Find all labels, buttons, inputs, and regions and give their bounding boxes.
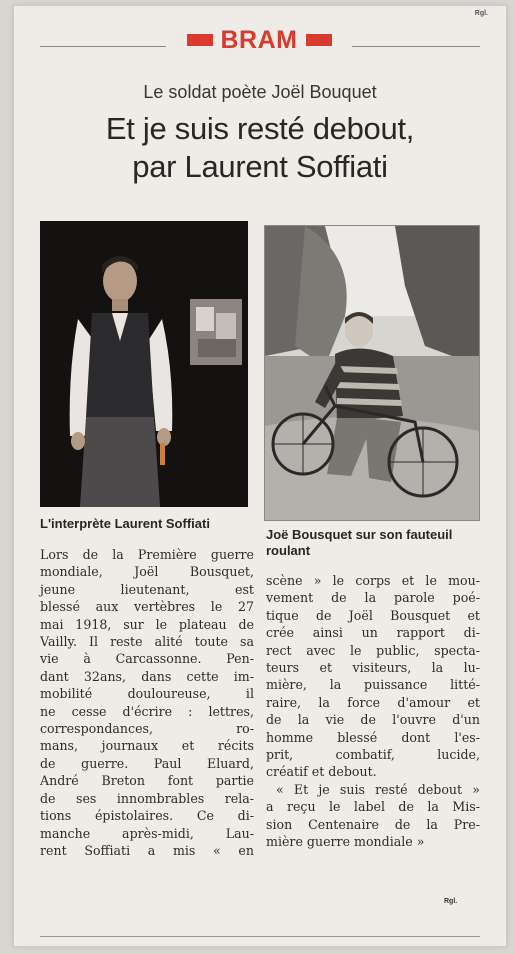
body-line: mière guerre mondiale » xyxy=(266,834,425,850)
article-headline xyxy=(14,110,506,186)
body-line: jeune lieutenant, est xyxy=(40,581,254,597)
body-line: créatif et debout. xyxy=(266,764,377,780)
body-line: vement de la parole poé- xyxy=(266,590,480,606)
article-column-left xyxy=(40,546,254,859)
actor-photo-illustration xyxy=(40,221,248,507)
rubric-box-left xyxy=(187,34,213,46)
body-line: dant 32ans, dans cette im- xyxy=(40,668,254,684)
body-line: vie à Carcassonne. Pen- xyxy=(40,651,254,667)
body-line: de la vie de l'ouvre d'un xyxy=(266,712,480,728)
headline-line-2: par Laurent Soffiati xyxy=(132,149,388,184)
body-line: mans, journaux et récits xyxy=(40,738,254,754)
body-line: correspondances, ro- xyxy=(40,721,254,737)
body-line: Lors de la Première guerre xyxy=(40,547,254,562)
body-line: mière, la puissance litté- xyxy=(266,677,480,693)
body-line: manche après-midi, Lau- xyxy=(40,825,254,841)
section-rubric xyxy=(166,24,352,56)
body-line: crée ainsi un rapport di- xyxy=(266,625,480,641)
body-line: teurs et visiteurs, la lu- xyxy=(266,660,480,676)
body-line: scène » le corps et le mou- xyxy=(266,573,480,588)
body-line: homme blessé dont l'es- xyxy=(266,729,480,745)
body-line: ne cesse d'écrire : lettres, xyxy=(40,703,254,719)
body-line: tique de Joël Bousquet et xyxy=(266,607,480,623)
body-line: mai 1918, sur le plateau de xyxy=(40,616,254,632)
body-line: rent Soffiati a mis « en xyxy=(40,842,254,858)
body-line: raire, la force d'amour et xyxy=(266,694,480,710)
body-line: mondiale, Joël Bousquet, xyxy=(40,564,254,580)
body-line: prit, combatif, lucide, xyxy=(266,747,480,763)
wheelchair-photo-illustration xyxy=(265,226,479,520)
page-mark: Rgl. xyxy=(474,10,488,17)
body-line: de guerre. Paul Eluard, xyxy=(40,755,254,771)
rubric-label: BRAM xyxy=(220,25,298,54)
author-signature: Rgl. xyxy=(444,898,458,905)
body-line: sion Centenaire de la Pre- xyxy=(266,816,480,832)
body-line: a reçu le label de la Mis- xyxy=(266,799,480,815)
body-line: mobilité douloureuse, il xyxy=(40,686,254,702)
body-line: de ses innombrables rela- xyxy=(40,790,254,806)
caption-wheelchair: Joë Bousquet sur son fauteuil roulant xyxy=(266,527,453,558)
body-line: tions épistolaires. Ce di- xyxy=(40,808,254,824)
article-kicker: Le soldat poète Joël Bouquet xyxy=(143,82,377,102)
caption-actor: L'interprète Laurent Soffiati xyxy=(40,516,210,531)
article-column-right xyxy=(266,572,480,851)
newspaper-page xyxy=(14,6,506,946)
body-line: « Et je suis resté debout » xyxy=(276,781,480,797)
body-line: André Breton font partie xyxy=(40,773,254,789)
body-line: Vailly. Il reste alité toute sa xyxy=(40,634,254,650)
photo-actor xyxy=(40,221,248,507)
photo-wheelchair xyxy=(264,225,480,521)
headline-line-1: Et je suis resté debout, xyxy=(105,111,415,146)
rubric-box-right xyxy=(306,34,332,46)
body-line: blessé aux vertèbres le 27 xyxy=(40,599,254,615)
bottom-rule xyxy=(40,936,480,937)
body-line: rect avec le public, specta- xyxy=(266,642,480,658)
